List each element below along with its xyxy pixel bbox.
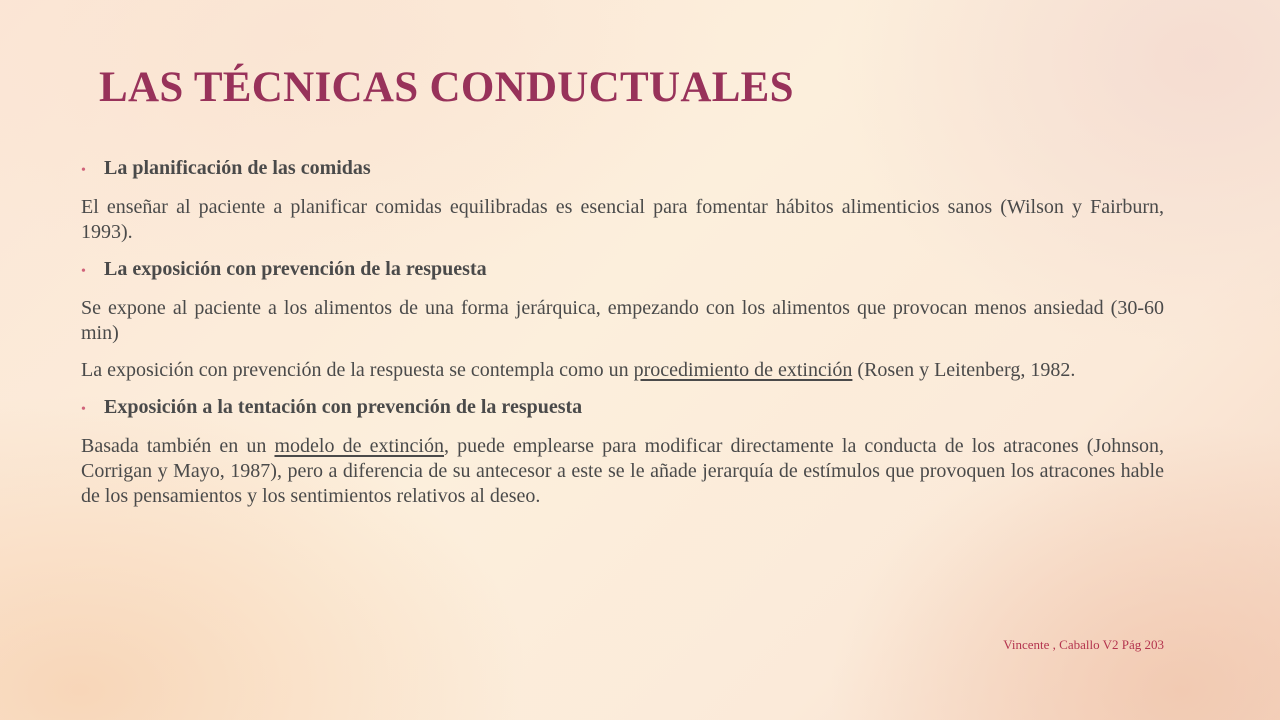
paragraph-extinction-procedure xyxy=(81,358,1164,383)
bullet-dot-icon: • xyxy=(81,163,86,178)
slide-content xyxy=(81,156,1164,521)
bullet-heading-text: La exposición con prevención de la respuesta xyxy=(104,258,487,280)
bullet-heading-text: Exposición a la tentación con prevención de la respuesta xyxy=(104,396,583,418)
slide-title: LAS TÉCNICAS CONDUCTUALES xyxy=(99,64,794,111)
bullet-dot-icon: • xyxy=(81,264,86,279)
paragraph-text-before: La exposición con prevención de la respuesta se contempla como un xyxy=(81,359,634,381)
paragraph-text-after: (Rosen y Leitenberg, 1982. xyxy=(852,359,1076,381)
paragraph-text-after: , puede emplearse para modificar directamente la conducta de los atracones (Johnson, Corrigan y Mayo, 1987), pero a diferencia de su antecesor a este se le añade jerarquía de estímulos que provoquen los atracones hable de los pensamientos y los sentimientos relativos al deseo. xyxy=(81,435,1164,507)
bullet-heading-meal-planning xyxy=(81,156,1164,183)
underlined-term-extinction-model: modelo de extinción xyxy=(274,435,444,457)
bullet-heading-temptation-exposure xyxy=(81,395,1164,422)
paragraph-text-before: Basada también en un xyxy=(81,435,275,457)
paragraph-temptation-exposure xyxy=(81,434,1164,509)
paragraph-meal-planning: El enseñar al paciente a planificar comidas equilibradas es esencial para fomentar hábitos alimenticios sanos (Wilson y Fairburn, 1993). xyxy=(81,196,1164,243)
source-citation: Vincente , Caballo V2 Pág 203 xyxy=(1003,637,1164,652)
bullet-heading-text: La planificación de las comidas xyxy=(104,157,371,179)
bullet-heading-exposure-response-prevention xyxy=(81,257,1164,284)
paragraph-exposure-hierarchy: Se expone al paciente a los alimentos de una forma jerárquica, empezando con los alimentos que provocan menos ansiedad (30-60 min) xyxy=(81,297,1164,344)
underlined-term-extinction-procedure: procedimiento de extinción xyxy=(633,359,853,381)
bullet-dot-icon: • xyxy=(81,402,86,417)
